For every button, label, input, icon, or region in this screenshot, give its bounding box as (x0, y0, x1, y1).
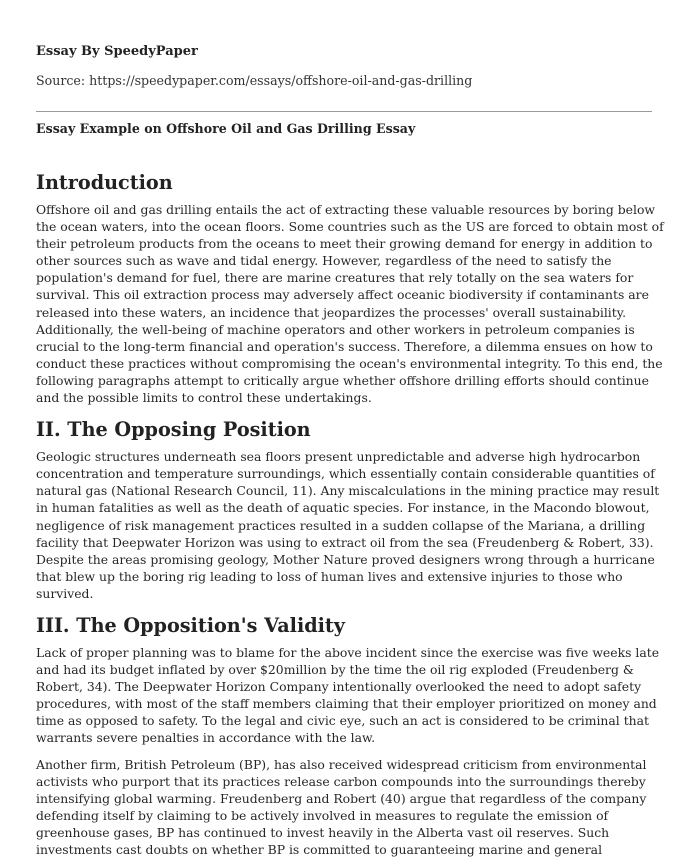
section-heading: II. The Opposing Position (36, 418, 311, 442)
paragraph: Offshore oil and gas drilling entails the act of extracting these valuable resources by boring below the ocean waters, into the ocean floors. Some countries such as the US are forced to obtain most of their petroleum products from the oceans to meet their growing demand for energy in addition to other sources such as wave and tidal energy. However, regardless of the need to satisfy the population's demand for fuel, there are marine creatures that rely totally on the sea waters for survival. This oil extraction process may adversely affect oceanic biodiversity if contaminants are released into these waters, an incidence that jeopardizes the processes' overall sustainability. Additionally, the well-being of machine operators and other workers in petroleum companies is crucial to the long-term financial and operation's success. Therefore, a dilemma ensues on how to conduct these practices without compromising the ocean's environmental integrity. To this end, the following paragraphs attempt to critically argue whether offshore drilling efforts should continue and the possible limits to control these undertakings. (36, 202, 664, 406)
paragraph: Geologic structures underneath sea floors present unpredictable and adverse high hydrocarbon concentration and temperature surroundings, which essentially contain considerable quantities of natural gas (National Research Council, 11). Any miscalculations in the mining practice may result in human fatalities as well as the death of aquatic species. For instance, in the Macondo blowout, negligence of risk management practices resulted in a sudden collapse of the Mariana, a drilling facility that Deepwater Horizon was using to extract oil from the sea (Freudenberg & Robert, 33). Despite the areas promising geology, Mother Nature proved designers wrong through a hurricane that blew up the boring rig leading to loss of human lives and extensive injuries to those who survived. (36, 449, 660, 601)
source-line: Source: https://speedypaper.com/essays/offshore-oil-and-gas-drilling (36, 73, 473, 88)
document-title: Essay Example on Offshore Oil and Gas Drilling Essay (36, 121, 416, 136)
paragraph: Lack of proper planning was to blame for the above incident since the exercise was five weeks late and had its budget inflated by over $20million by the time the oil rig exploded (Freudenberg & Robert, 34). The Deepwater Horizon Company intentionally overlooked the need to adopt safety procedures, with most of the staff members claiming that their employer prioritized on money and time as opposed to safety. To the legal and civic eye, such an act is considered to be criminal that warrants severe penalties in accordance with the law. (36, 644, 660, 746)
section-opposition-validity (36, 611, 666, 858)
essay-body (36, 168, 666, 867)
section-introduction (36, 168, 666, 406)
section-heading: III. The Opposition's Validity (36, 613, 345, 637)
section-heading: Introduction (36, 171, 173, 194)
section-opposing-position (36, 415, 666, 602)
paragraph: Another firm, British Petroleum (BP), has also received widespread criticism from environmental activists who purport that its practices release carbon compounds into the surroundings thereby intensifying global warming. Freudenberg and Robert (40) argue that regardless of the company defending itself by claiming to be actively involved in measures to regulate the emission of greenhouse gases, BP has continued to invest heavily in the Alberta vast oil reserves. Such investments cast doubts on whether BP is committed to guaranteeing marine and general (36, 756, 647, 857)
brand-label: Essay By SpeedyPaper (36, 44, 198, 59)
header-divider (36, 111, 652, 112)
